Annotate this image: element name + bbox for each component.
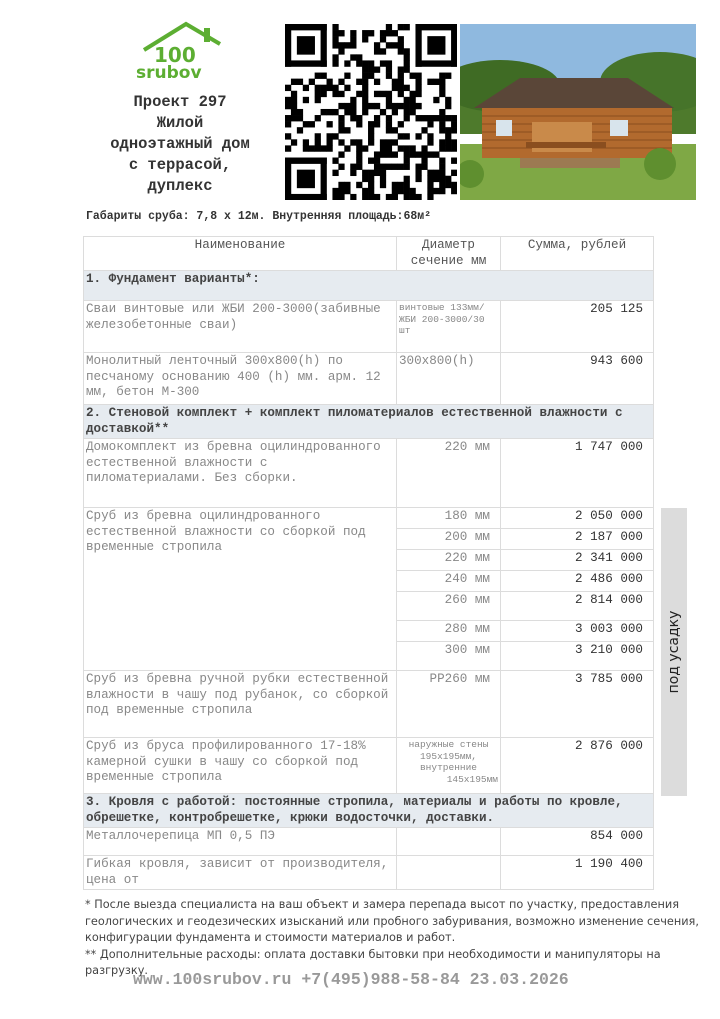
item-sum: 943 600 <box>501 353 654 405</box>
price-table <box>83 236 654 890</box>
item-sum: 3 003 000 <box>501 621 654 642</box>
diameter-line: наружные стены <box>408 739 489 750</box>
project-title <box>80 92 280 197</box>
sidebar-label: под усадку <box>666 610 682 694</box>
title-line: Проект 297 <box>133 93 227 111</box>
item-diameter: 300х800(h) <box>397 353 501 405</box>
item-name: Металлочерепица МП 0,5 ПЭ <box>84 828 397 856</box>
item-diameter: 200 мм <box>397 529 501 550</box>
title-line: одноэтажный дом <box>110 135 250 153</box>
item-sum: 2 814 000 <box>501 592 654 621</box>
column-header: Наименование <box>84 237 397 271</box>
item-sum: 2 341 000 <box>501 550 654 571</box>
item-name: Гибкая кровля, зависит от производителя, цена от <box>84 856 397 890</box>
column-header: Диаметр сечение мм <box>397 237 501 271</box>
diameter-line: внутренние <box>419 762 477 773</box>
title-line: Жилой <box>156 114 204 132</box>
table-row <box>84 856 654 890</box>
item-diameter: винтовые 133мм/ЖБИ 200-3000/30 шт <box>397 301 501 353</box>
table-row <box>84 353 654 405</box>
item-diameter: 260 мм <box>397 592 501 621</box>
table-row <box>84 301 654 353</box>
title-line: с террасой, <box>128 156 232 174</box>
item-diameter: 220 мм <box>397 550 501 571</box>
house-photo <box>460 24 696 200</box>
table-row <box>84 671 654 738</box>
item-sum: 2 050 000 <box>501 508 654 529</box>
item-diameter <box>397 856 501 890</box>
item-name: Сруб из бруса профилированного 17-18% камерной сушки в чашу со сборкой под временные стропила <box>84 738 397 794</box>
item-sum: 1 747 000 <box>501 439 654 508</box>
item-diameter: 220 мм <box>397 439 501 508</box>
item-diameter: 280 мм <box>397 621 501 642</box>
logo-brand: srubov <box>136 63 202 82</box>
table-row <box>84 738 654 794</box>
section-row <box>84 405 654 439</box>
item-name: Домокомплект из бревна оцилиндрованного естественной влажности с пиломатериалами. Без сборки. <box>84 439 397 508</box>
item-diameter: 300 мм <box>397 642 501 671</box>
table-row <box>84 828 654 856</box>
table-row <box>84 508 654 529</box>
item-sum: 3 210 000 <box>501 642 654 671</box>
item-sum: 3 785 000 <box>501 671 654 738</box>
item-sum: 2 486 000 <box>501 571 654 592</box>
logo-number: 100 <box>154 43 196 67</box>
item-name: Сваи винтовые или ЖБИ 200-3000(забивные железобетонные сваи) <box>84 301 397 353</box>
item-diameter: РР260 мм <box>397 671 501 738</box>
section-title: 1. Фундамент варианты*: <box>84 271 654 301</box>
title-line: дуплекс <box>147 177 213 195</box>
item-diameter: 240 мм <box>397 571 501 592</box>
item-sum: 205 125 <box>501 301 654 353</box>
section-row <box>84 271 654 301</box>
column-header: Сумма, рублей <box>501 237 654 271</box>
section-title: 3. Кровля с работой: постоянные стропила, материалы и работы по кровле, обрешетке, контробрешетке, крюки водосточки, доставки. <box>84 794 654 828</box>
item-sum: 854 000 <box>501 828 654 856</box>
section-title: 2. Стеновой комплект + комплект пиломатериалов естественной влажности с доставкой** <box>84 405 654 439</box>
footnote-2: ** Дополнительные расходы: оплата доставки бытовки при необходимости и манипуляторы на разгрузку. <box>85 947 661 977</box>
item-sum: 2 187 000 <box>501 529 654 550</box>
footer-contacts: www.100srubov.ru +7(495)988-58-84 23.03.2026 <box>133 970 569 989</box>
qr-code <box>285 24 457 200</box>
diameter-line: 145х195мм <box>446 773 498 785</box>
section-row <box>84 794 654 828</box>
item-sum: 1 190 400 <box>501 856 654 890</box>
item-diameter <box>397 828 501 856</box>
footnotes <box>85 897 705 980</box>
table-row <box>84 439 654 508</box>
item-sum: 2 876 000 <box>501 738 654 794</box>
dimensions-text: Габариты сруба: 7,8 х 12м. Внутренняя площадь:68м² <box>86 210 432 223</box>
diameter-line: 195х195мм, <box>419 750 477 762</box>
item-name: Сруб из бревна ручной рубки естественной влажности в чашу под рубанок, со сборкой под временные стропила <box>84 671 397 738</box>
item-diameter <box>397 738 501 794</box>
footnote-1: * После выезда специалиста на ваш объект и замера перепада высот по участку, предоставления геологических и геодезических изысканий или пробного забуривания, возможно изменение сечения, конфигурации фундамента и стоимости материалов и работ. <box>85 898 699 944</box>
table-header-row <box>84 237 654 271</box>
logo <box>128 20 228 82</box>
item-name: Сруб из бревна оцилиндрованного естественной влажности со сборкой под временные стропила <box>84 508 397 671</box>
settling-sidebar <box>661 508 687 796</box>
item-diameter: 180 мм <box>397 508 501 529</box>
item-name: Монолитный ленточный 300х800(h) по песчаному основанию 400 (h) мм. арм. 12 мм, бетон М-300 <box>84 353 397 405</box>
